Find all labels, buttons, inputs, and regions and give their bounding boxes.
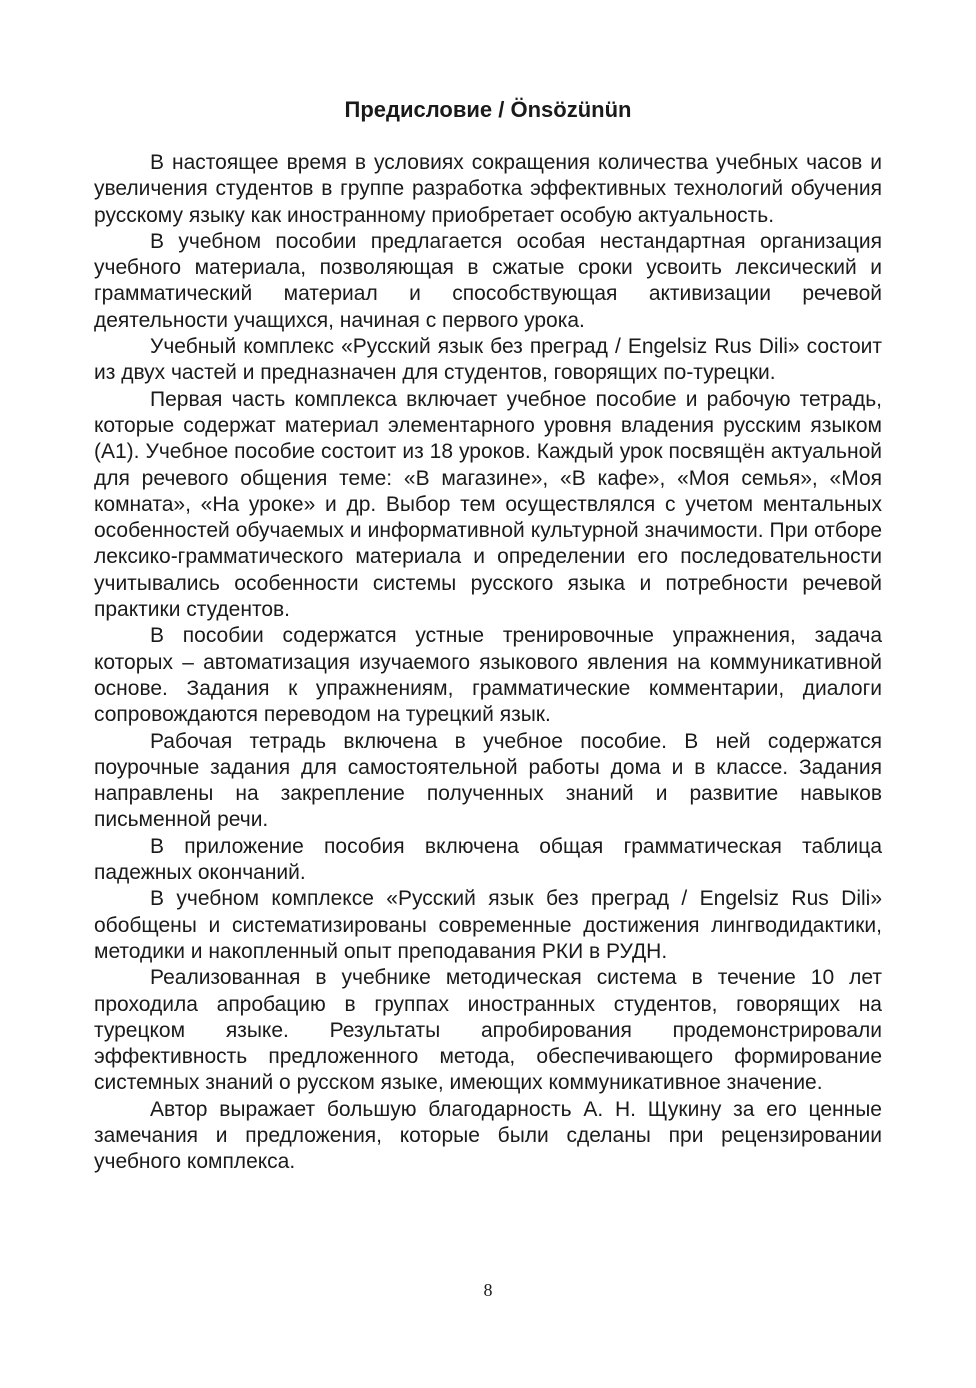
body-text xyxy=(94,150,882,1176)
paragraph: Реализованная в учебнике методическая система в течение 10 лет проходила апробацию в группах иностранных студентов, говорящих на турецком языке. Результаты апробирования продемонстрировали эффективность предложенного метода, обеспечивающего формирование системных знаний о русском языке, имеющих коммуникативное значение. xyxy=(94,966,882,1095)
paragraph: Автор выражает большую благодарность А. Н. Щукину за его ценные замечания и предложения, которые были сделаны при рецензировании учебного комплекса. xyxy=(94,1097,882,1174)
paragraph: В настоящее время в условиях сокращения количества учебных часов и увеличения студентов в группе разработка эффективных технологий обучения русскому языку как иностранному приобретает особую актуальность. xyxy=(94,151,882,227)
paragraph: В учебном комплексе «Русский язык без преград / Engelsiz Rus Dili» обобщены и систематизированы современные достижения лингводидактики, методики и накопленный опыт преподавания РКИ в РУДН. xyxy=(94,887,882,963)
page-title: Предисловие / Önsözünün xyxy=(344,97,632,122)
paragraph: Учебный комплекс «Русский язык без преград / Engelsiz Rus Dili» состоит из двух частей и предназначен для студентов, говорящих по-турецки. xyxy=(94,335,882,385)
paragraph: В приложение пособия включена общая грамматическая таблица падежных окончаний. xyxy=(94,834,882,885)
paragraph: В пособии содержатся устные тренировочные упражнения, задача которых – автоматизация изучаемого языкового явления на коммуникативной основе. Задания к упражнениям, грамматические комментарии, диалоги сопровождаются переводом на турецкий язык. xyxy=(94,624,882,727)
paragraph: Первая часть комплекса включает учебное пособие и рабочую тетрадь, которые содержат материал элементарного уровня владения русским языком (А1). Учебное пособие состоит из 18 уроков. Каждый урок посвящён актуальной для речевого общения теме: «В магазине», «В кафе», «Моя семья», «Моя комната», «На уроке» и др. Выбор тем осуществлялся с учетом ментальных особенностей обучаемых и информативной культурной значимости. При отборе лексико-грамматического материала и определении его последовательности учитывались особенности системы русского языка и потребности речевой практики студентов. xyxy=(94,387,882,622)
paragraph: В учебном пособии предлагается особая нестандартная организация учебного материала, позволяющая в сжатые сроки усвоить лексический и грамматический материал и способствующая активизации речевой деятельности учащихся, начиная с первого урока. xyxy=(94,229,882,332)
paragraph: Рабочая тетрадь включена в учебное пособие. В ней содержатся поурочные задания для самостоятельной работы дома и в классе. Задания направлены на закрепление полученных знаний и развитие навыков письменной речи. xyxy=(94,729,882,832)
page-number: 8 xyxy=(483,1280,493,1300)
